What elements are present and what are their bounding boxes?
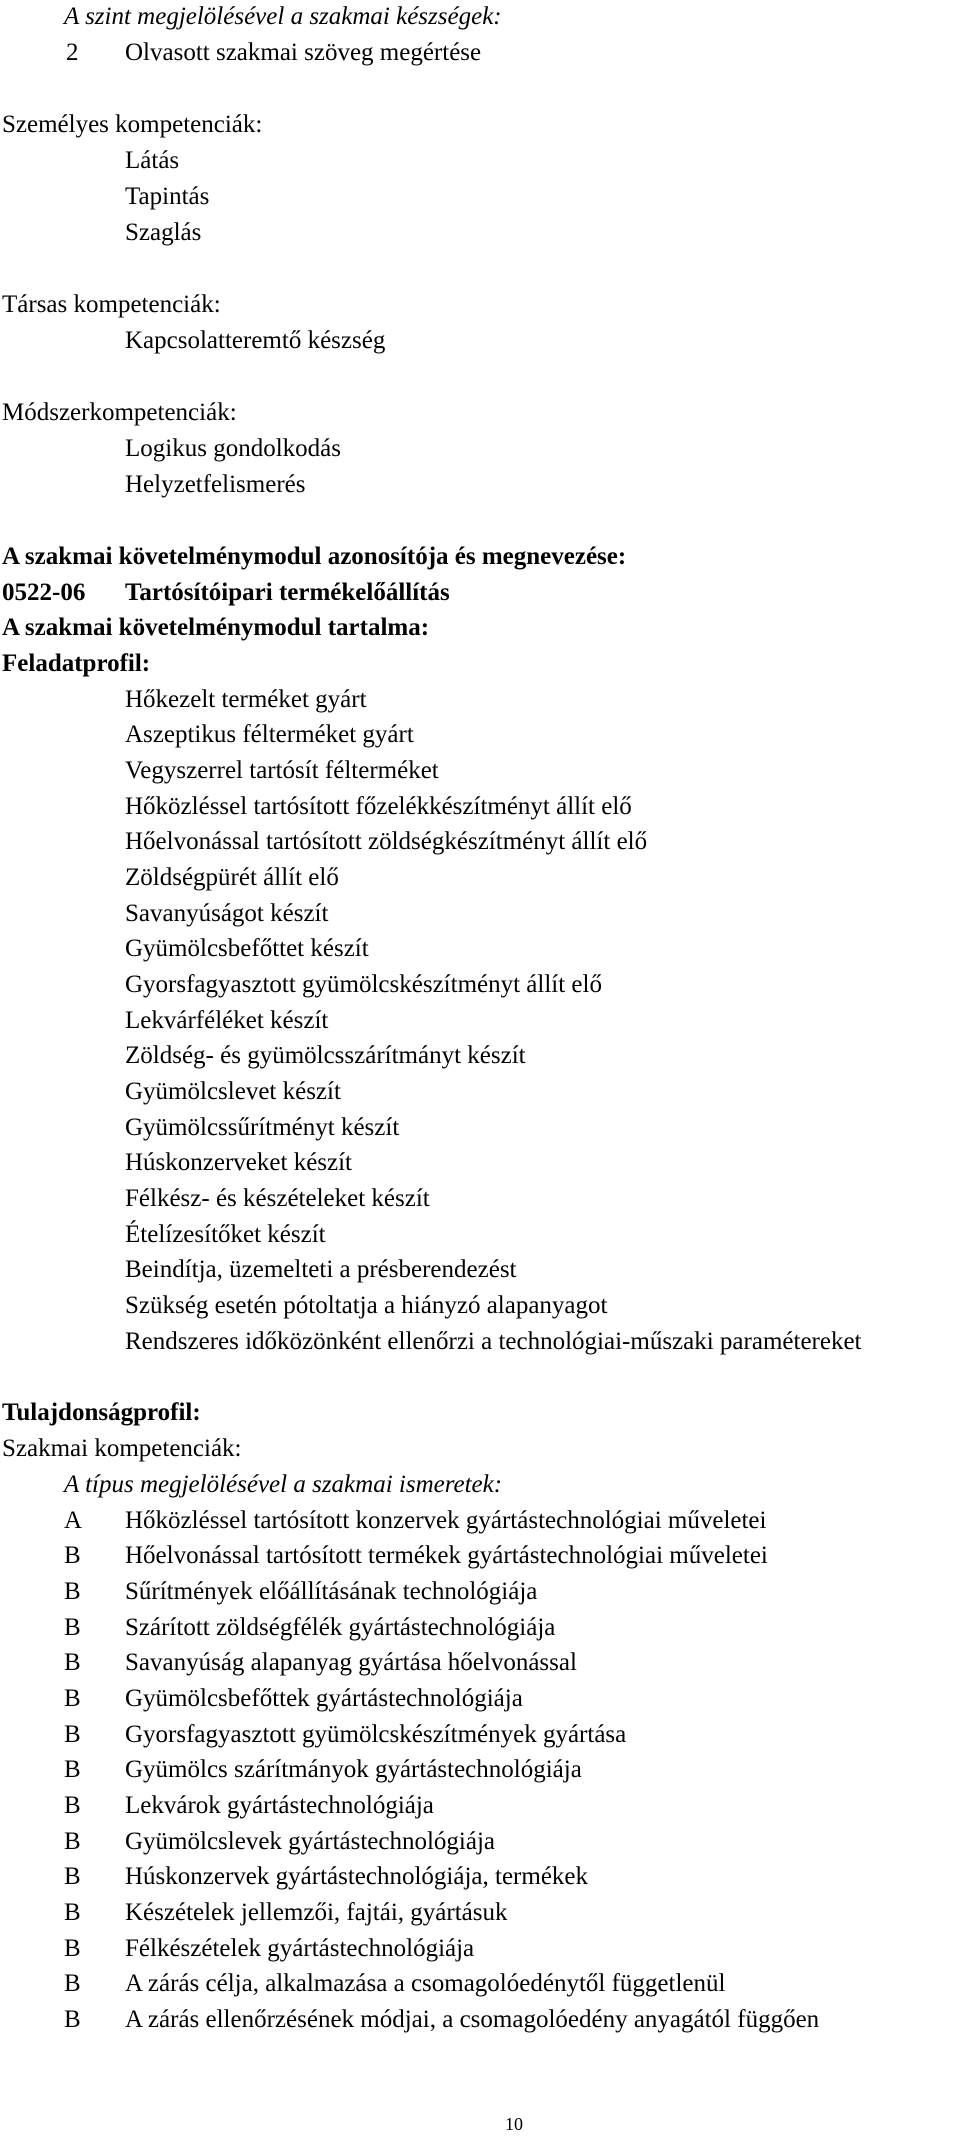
- knowledge-text: Lekvárok gyártástechnológiája: [125, 1792, 434, 1819]
- knowledge-type: B: [64, 2006, 81, 2033]
- task-item: Gyorsfagyasztott gyümölcskészítményt állít elő: [125, 971, 602, 998]
- task-item: Hőkezelt terméket gyárt: [125, 686, 367, 713]
- knowledge-text: Savanyúság alapanyag gyártása hőelvonással: [125, 1649, 577, 1676]
- knowledge-type: B: [64, 1863, 81, 1890]
- knowledge-text: Félkészételek gyártástechnológiája: [125, 1935, 475, 1962]
- knowledge-type-heading: A típus megjelölésével a szakmai ismeretek:: [64, 1471, 503, 1498]
- personal-competencies-heading: Személyes kompetenciák:: [2, 111, 263, 138]
- knowledge-text: Készételek jellemzői, fajtái, gyártásuk: [125, 1899, 508, 1926]
- knowledge-type: B: [64, 1542, 81, 1569]
- knowledge-text: Sűrítmények előállításának technológiája: [125, 1578, 538, 1605]
- knowledge-type: B: [64, 1721, 81, 1748]
- task-profile-heading: Feladatprofil:: [2, 650, 151, 677]
- knowledge-type: B: [64, 1685, 81, 1712]
- skill-level-value: 2: [66, 39, 79, 66]
- method-item: Logikus gondolkodás: [125, 435, 341, 462]
- knowledge-text: Gyorsfagyasztott gyümölcskészítmények gyártása: [125, 1721, 627, 1748]
- task-item: Beindítja, üzemelteti a présberendezést: [125, 1256, 517, 1283]
- knowledge-type: A: [64, 1507, 83, 1534]
- task-item: Gyümölcssűrítményt készít: [125, 1114, 400, 1141]
- knowledge-type: B: [64, 1649, 81, 1676]
- knowledge-text: Hőelvonással tartósított termékek gyártástechnológiai műveletei: [125, 1542, 768, 1569]
- personal-item: Szaglás: [125, 219, 202, 246]
- task-item: Hőközléssel tartósított főzelékkészítményt állít elő: [125, 793, 632, 820]
- task-item: Húskonzerveket készít: [125, 1149, 353, 1176]
- page-number: 10: [505, 2114, 523, 2134]
- module-name: Tartósítóipari termékelőállítás: [125, 579, 450, 606]
- knowledge-text: Gyümölcslevek gyártástechnológiája: [125, 1828, 496, 1855]
- task-item: Zöldség- és gyümölcsszárítmányt készít: [125, 1042, 526, 1069]
- knowledge-text: Húskonzervek gyártástechnológiája, termékek: [125, 1863, 589, 1890]
- knowledge-text: Gyümölcs szárítmányok gyártástechnológiája: [125, 1756, 582, 1783]
- personal-item: Tapintás: [125, 183, 210, 210]
- task-item: Zöldségpürét állít elő: [125, 864, 339, 891]
- task-item: Lekvárféléket készít: [125, 1007, 329, 1034]
- knowledge-type: B: [64, 1828, 81, 1855]
- task-item: Aszeptikus félterméket gyárt: [125, 721, 414, 748]
- social-competencies-heading: Társas kompetenciák:: [2, 291, 221, 318]
- task-item: Félkész- és készételeket készít: [125, 1185, 430, 1212]
- task-item: Gyümölcsbefőttet készít: [125, 935, 369, 962]
- personal-item: Látás: [125, 147, 180, 174]
- module-id: 0522-06: [2, 579, 86, 606]
- module-id-heading: A szakmai követelménymodul azonosítója és megnevezése:: [2, 543, 627, 570]
- social-item: Kapcsolatteremtő készség: [125, 327, 386, 354]
- method-item: Helyzetfelismerés: [125, 471, 306, 498]
- task-item: Savanyúságot készít: [125, 900, 329, 927]
- knowledge-text: A zárás célja, alkalmazása a csomagolóedénytől függetlenül: [125, 1970, 726, 1997]
- property-profile-heading: Tulajdonságprofil:: [2, 1399, 201, 1426]
- knowledge-text: Gyümölcsbefőttek gyártástechnológiája: [125, 1685, 523, 1712]
- knowledge-type: B: [64, 1970, 81, 1997]
- knowledge-type: B: [64, 1899, 81, 1926]
- knowledge-text: Hőközléssel tartósított konzervek gyártástechnológiai műveletei: [125, 1507, 767, 1534]
- knowledge-type: B: [64, 1578, 81, 1605]
- knowledge-type: B: [64, 1935, 81, 1962]
- knowledge-text: A zárás ellenőrzésének módjai, a csomagolóedény anyagától függően: [125, 2006, 820, 2033]
- module-content-heading: A szakmai követelménymodul tartalma:: [2, 614, 430, 641]
- task-item: Hőelvonással tartósított zöldségkészítményt állít elő: [125, 828, 648, 855]
- professional-competencies-heading: Szakmai kompetenciák:: [2, 1435, 242, 1462]
- skill-level-heading: A szint megjelölésével a szakmai készségek:: [64, 3, 502, 30]
- task-item: Szükség esetén pótoltatja a hiányzó alapanyagot: [125, 1292, 608, 1319]
- skill-item-text: Olvasott szakmai szöveg megértése: [125, 39, 482, 66]
- knowledge-type: B: [64, 1756, 81, 1783]
- knowledge-text: Szárított zöldségfélék gyártástechnológiája: [125, 1614, 556, 1641]
- method-competencies-heading: Módszerkompetenciák:: [2, 399, 237, 426]
- knowledge-type: B: [64, 1792, 81, 1819]
- knowledge-type: B: [64, 1614, 81, 1641]
- task-item: Gyümölcslevet készít: [125, 1078, 341, 1105]
- task-item: Ételízesítőket készít: [125, 1221, 326, 1248]
- task-item: Vegyszerrel tartósít félterméket: [125, 757, 439, 784]
- task-item: Rendszeres időközönként ellenőrzi a technológiai-műszaki paramétereket: [125, 1328, 862, 1355]
